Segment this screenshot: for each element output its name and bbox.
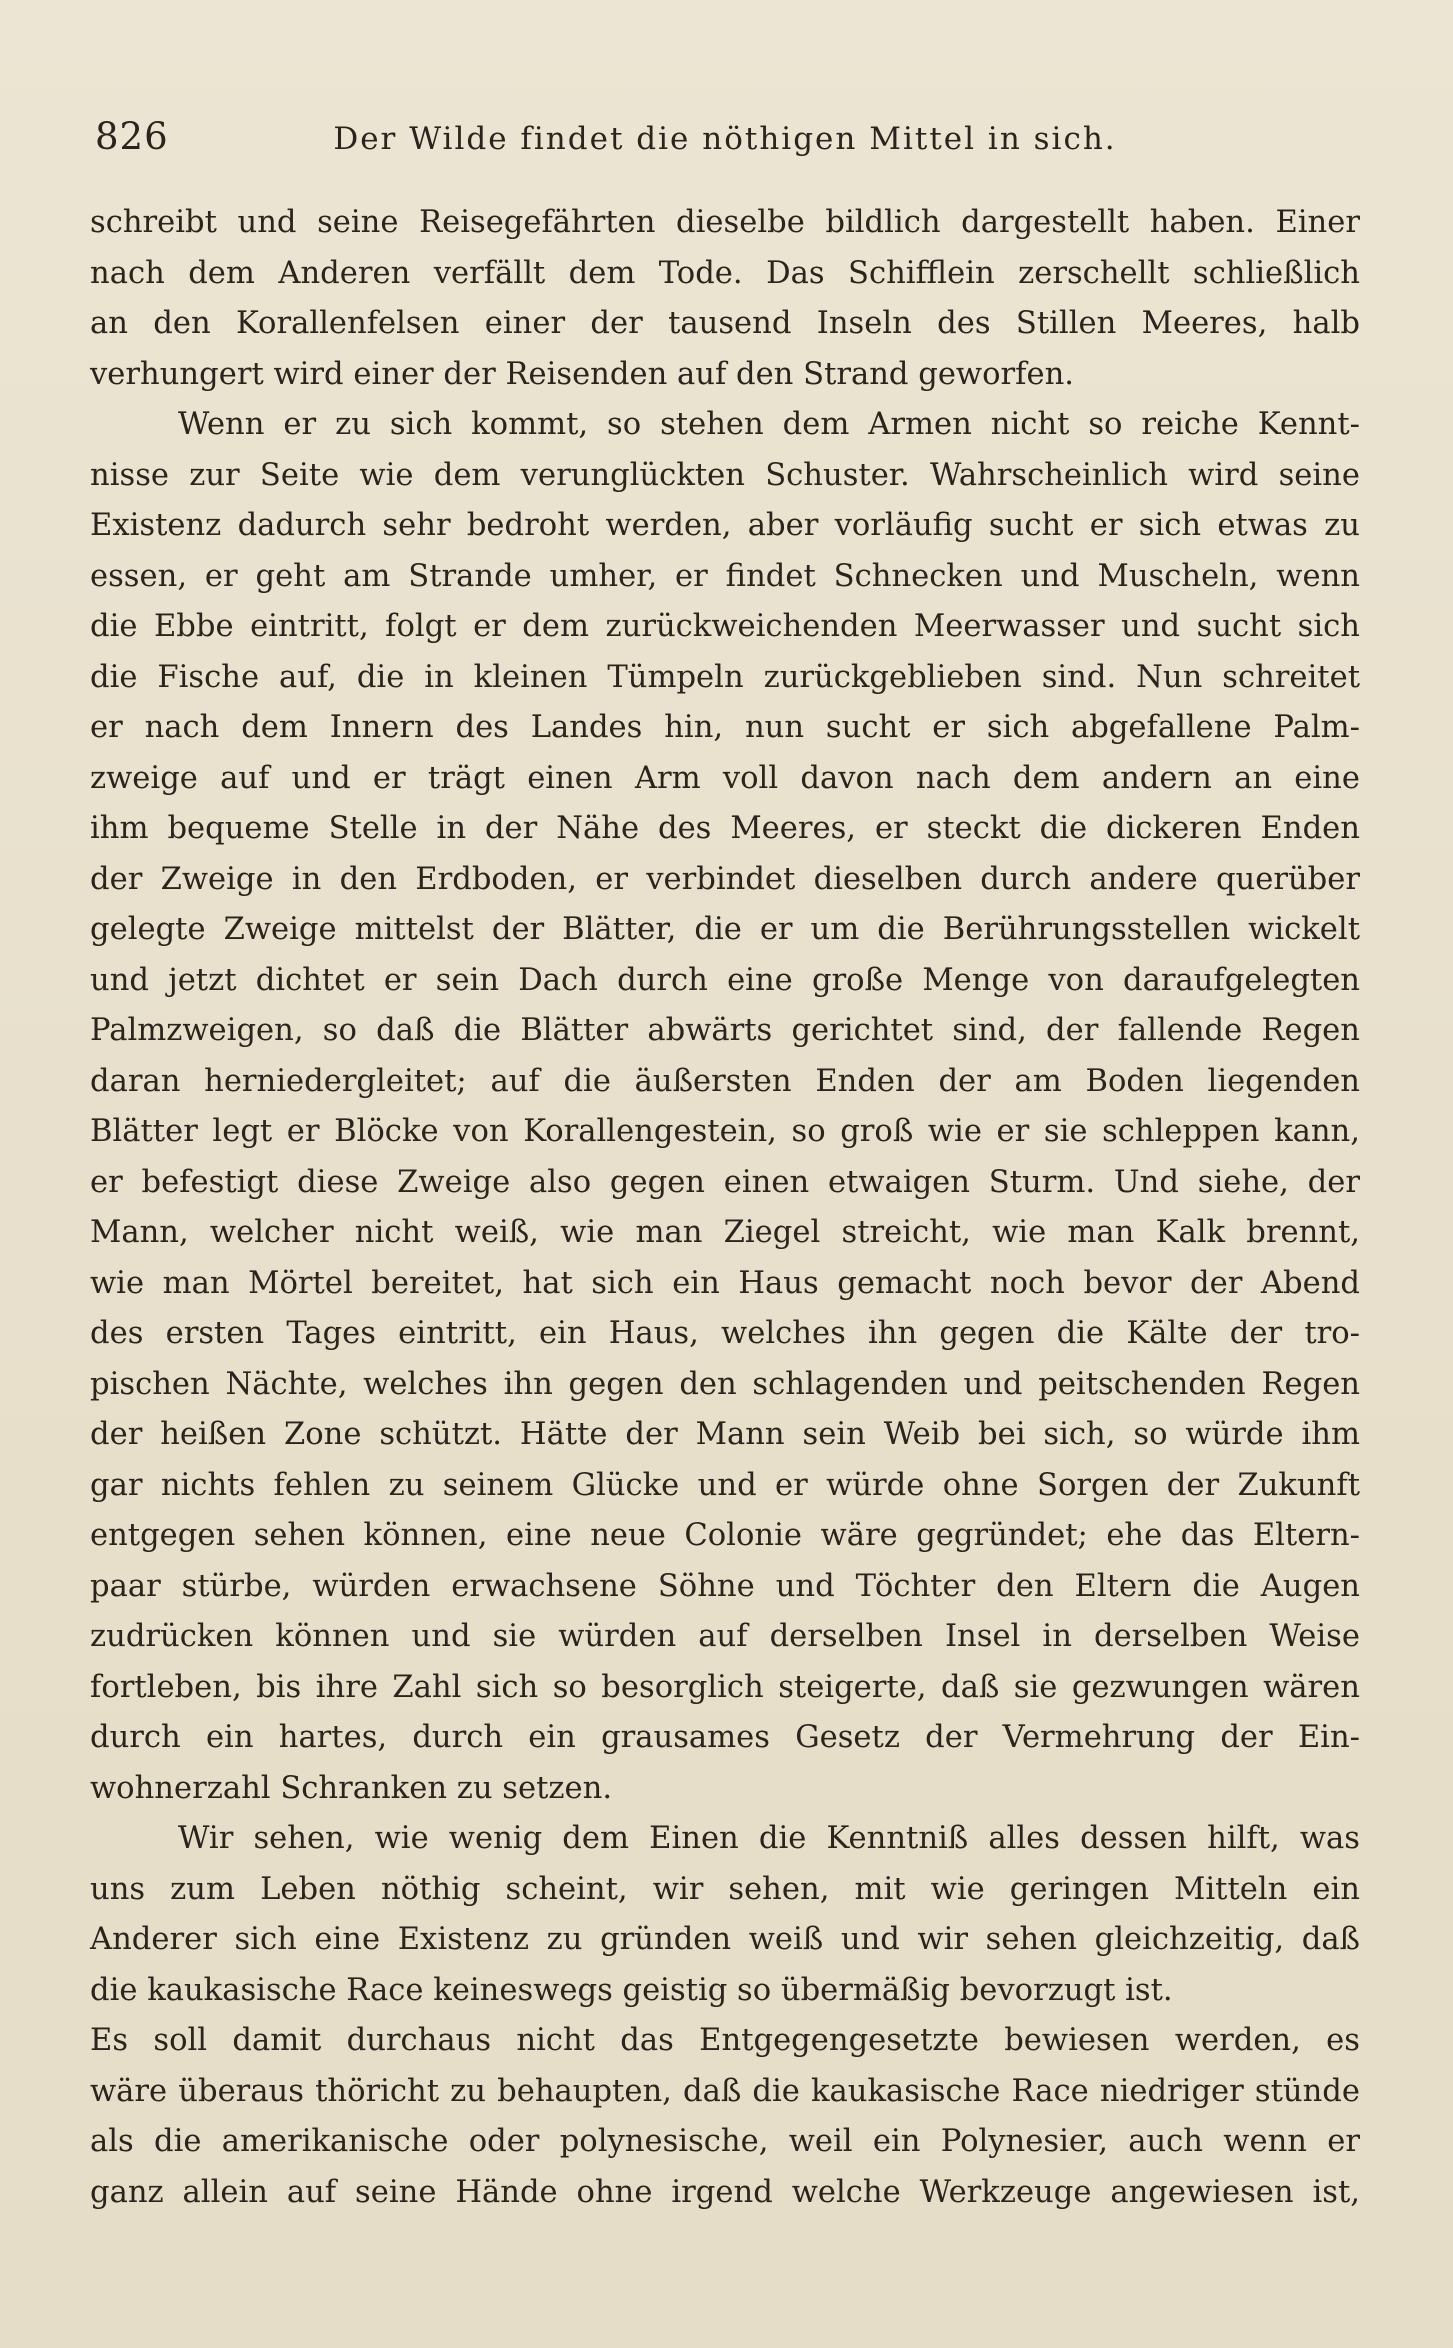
text-line: Palmzweigen, so daß die Blätter abwärts gerichtet sind, der fallende Regen <box>90 1013 1360 1048</box>
text-line: Existenz dadurch sehr bedroht werden, aber vorläufig sucht er sich etwas zu <box>90 508 1360 543</box>
text-line: Anderer sich eine Existenz zu gründen weiß und wir sehen gleichzeitig, daß <box>90 1922 1360 1957</box>
text-line: daran herniedergleitet; auf die äußersten Enden der am Boden liegenden <box>90 1063 1360 1099</box>
text-line: schreibt und seine Reisegefährten dieselbe bildlich dargestellt haben. Einer <box>90 205 1360 240</box>
text-line: ganz allein auf seine Hände ohne irgend welche Werkzeuge angewiesen ist, <box>90 2174 1360 2210</box>
text-line: des ersten Tages eintritt, ein Haus, welches ihn gegen die Kälte der tro- <box>90 1316 1360 1351</box>
text-line: der Zweige in den Erdboden, er verbindet dieselben durch andere querüber <box>90 861 1360 897</box>
text-line: er befestigt diese Zweige also gegen einen etwaigen Sturm. Und siehe, der <box>90 1164 1360 1200</box>
page-header <box>90 115 1360 175</box>
text-line: verhungert wird einer der Reisenden auf den Strand geworfen. <box>90 356 1075 392</box>
text-line: als die amerikanische oder polynesische, weil ein Polynesier, auch wenn er <box>90 2124 1360 2159</box>
text-line: wohnerzahl Schranken zu setzen. <box>90 1770 613 1806</box>
text-line: die Fische auf, die in kleinen Tümpeln zurückgeblieben sind. Nun schreitet <box>90 659 1360 695</box>
text-line: pischen Nächte, welches ihn gegen den schlagenden und peitschenden Regen <box>90 1366 1360 1402</box>
text-line: der heißen Zone schützt. Hätte der Mann sein Weib bei sich, so würde ihm <box>90 1417 1360 1452</box>
text-line: zweige auf und er trägt einen Arm voll davon nach dem andern an eine <box>90 760 1360 796</box>
text-line: Es soll damit durchaus nicht das Entgegengesetzte bewiesen werden, es <box>90 2023 1360 2058</box>
text-line: an den Korallenfelsen einer der tausend Inseln des Stillen Meeres, halb <box>90 306 1360 341</box>
text-line: wie man Mörtel bereitet, hat sich ein Haus gemacht noch bevor der Abend <box>90 1265 1360 1301</box>
text-line: gar nichts fehlen zu seinem Glücke und er würde ohne Sorgen der Zukunft <box>90 1467 1360 1503</box>
text-line: nach dem Anderen verfällt dem Tode. Das Schifflein zerschellt schließlich <box>90 255 1360 291</box>
text-line: durch ein hartes, durch ein grausames Gesetz der Vermehrung der Ein- <box>90 1720 1360 1755</box>
text-line: die kaukasische Race keineswegs geistig so übermäßig bevorzugt ist. <box>90 1972 1173 2008</box>
text-line: essen, er geht am Strande umher, er findet Schnecken und Muscheln, wenn <box>90 558 1360 594</box>
text-line: Wir sehen, wie wenig dem Einen die Kenntniß alles dessen hilft, was <box>178 1821 1360 1856</box>
running-title: Der Wilde findet die nöthigen Mittel in sich. <box>333 121 1117 157</box>
text-line: gelegte Zweige mittelst der Blätter, die er um die Berührungsstellen wickelt <box>90 912 1360 947</box>
text-line: uns zum Leben nöthig scheint, wir sehen, mit wie geringen Mitteln ein <box>90 1871 1360 1907</box>
text-line: die Ebbe eintritt, folgt er dem zurückweichenden Meerwasser und sucht sich <box>90 609 1360 644</box>
page-number: 826 <box>95 115 169 158</box>
text-line: zudrücken können und sie würden auf derselben Insel in derselben Weise <box>90 1619 1360 1654</box>
text-line: er nach dem Innern des Landes hin, nun sucht er sich abgefallene Palm- <box>90 710 1360 745</box>
text-line: und jetzt dichtet er sein Dach durch eine große Menge von daraufgelegten <box>90 962 1360 998</box>
body-text <box>90 198 1360 2218</box>
text-line: ihm bequeme Stelle in der Nähe des Meeres, er steckt die dickeren Enden <box>90 811 1360 846</box>
text-line: Wenn er zu sich kommt, so stehen dem Armen nicht so reiche Kennt- <box>178 407 1360 442</box>
text-line: wäre überaus thöricht zu behaupten, daß die kaukasische Race niedriger stünde <box>90 2073 1360 2109</box>
text-line: nisse zur Seite wie dem verunglückten Schuster. Wahrscheinlich wird seine <box>90 457 1360 493</box>
text-line: Blätter legt er Blöcke von Korallengestein, so groß wie er sie schleppen kann, <box>90 1114 1360 1149</box>
text-line: fortleben, bis ihre Zahl sich so besorglich steigerte, daß sie gezwungen wären <box>90 1669 1360 1705</box>
text-line: paar stürbe, würden erwachsene Söhne und Töchter den Eltern die Augen <box>90 1568 1360 1604</box>
text-line: entgegen sehen können, eine neue Colonie wäre gegründet; ehe das Eltern- <box>90 1518 1360 1553</box>
text-line: Mann, welcher nicht weiß, wie man Ziegel streicht, wie man Kalk brennt, <box>90 1215 1360 1250</box>
